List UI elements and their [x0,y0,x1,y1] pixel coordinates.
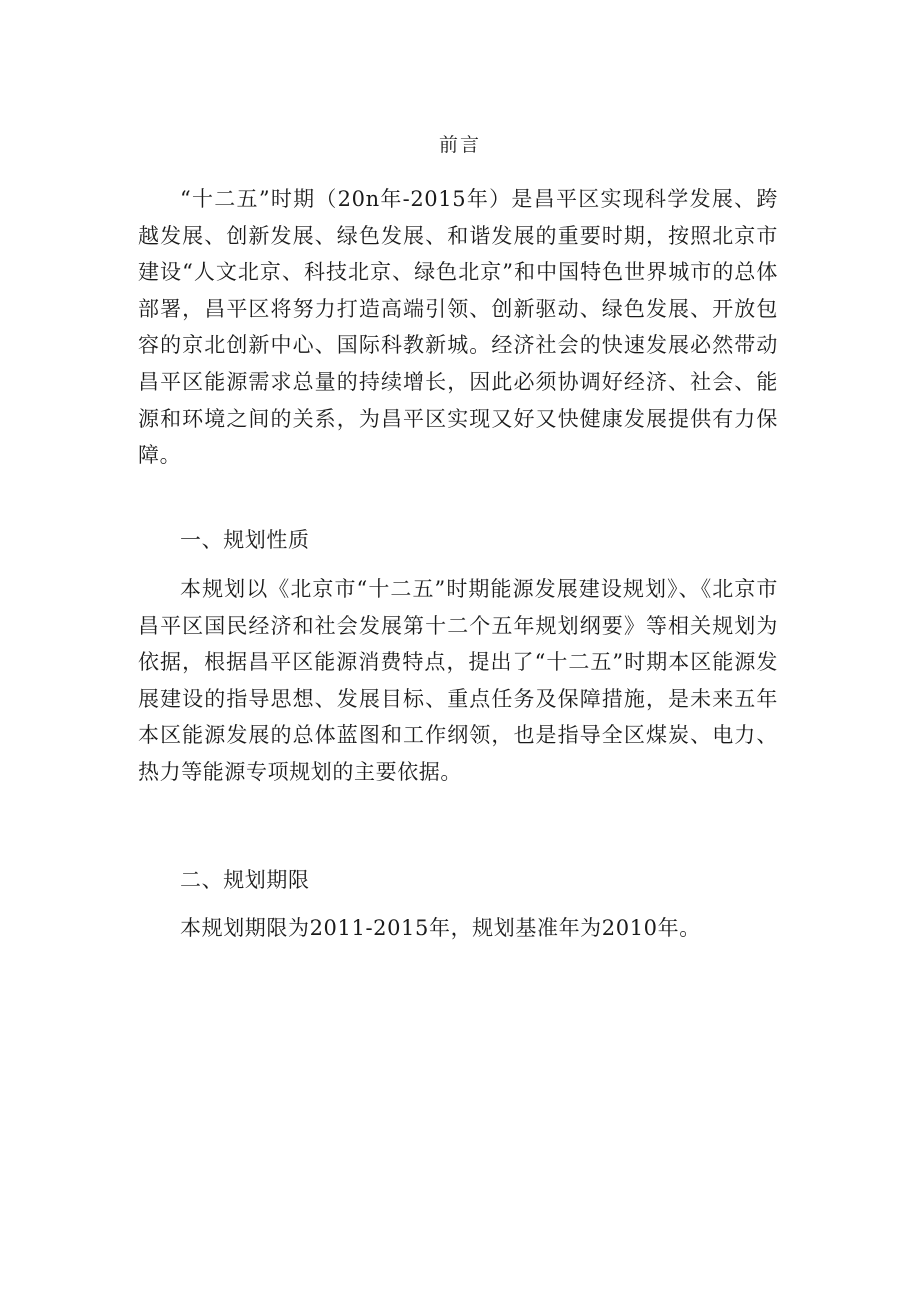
document-title: 前言 [438,134,481,156]
section-heading-nature [138,522,778,559]
period-paragraph [138,910,778,947]
section-heading-text: 二、规划期限 [180,868,310,892]
nature-paragraph [138,571,778,791]
paragraph-text: “十二五”时期（20n年-2015年）是昌平区实现科学发展、跨越发展、创新发展、绿色发展、和谐发展的重要时期，按照北京市建设“人文北京、科技北京、绿色北京”和中国特色世界城市的总体部署，昌平区将努力打造高端引领、创新驱动、绿色发展、开放包容的京北创新中心、国际科教新城。经济社会的快速发展必然带动昌平区能源需求总量的持续增长，因此必须协调好经济、社会、能源和环境之间的关系，为昌平区实现又好又快健康发展提供有力保障。 [138,187,778,468]
paragraph-text: 本规划期限为2011-2015年，规划基准年为2010年。 [180,916,701,940]
section-heading-text: 一、规划性质 [180,528,310,552]
preface-paragraph [138,181,778,474]
section-heading-period [138,862,778,899]
paragraph-text: 本规划以《北京市“十二五”时期能源发展建设规划》、《北京市昌平区国民经济和社会发展第十二个五年规划纲要》等相关规划为依据，根据昌平区能源消费特点，提出了“十二五”时期本区能源发展建设的指导思想、发展目标、重点任务及保障措施，是未来五年本区能源发展的总体蓝图和工作纲领，也是指导全区煤炭、电力、热力等能源专项规划的主要依据。 [138,577,778,784]
